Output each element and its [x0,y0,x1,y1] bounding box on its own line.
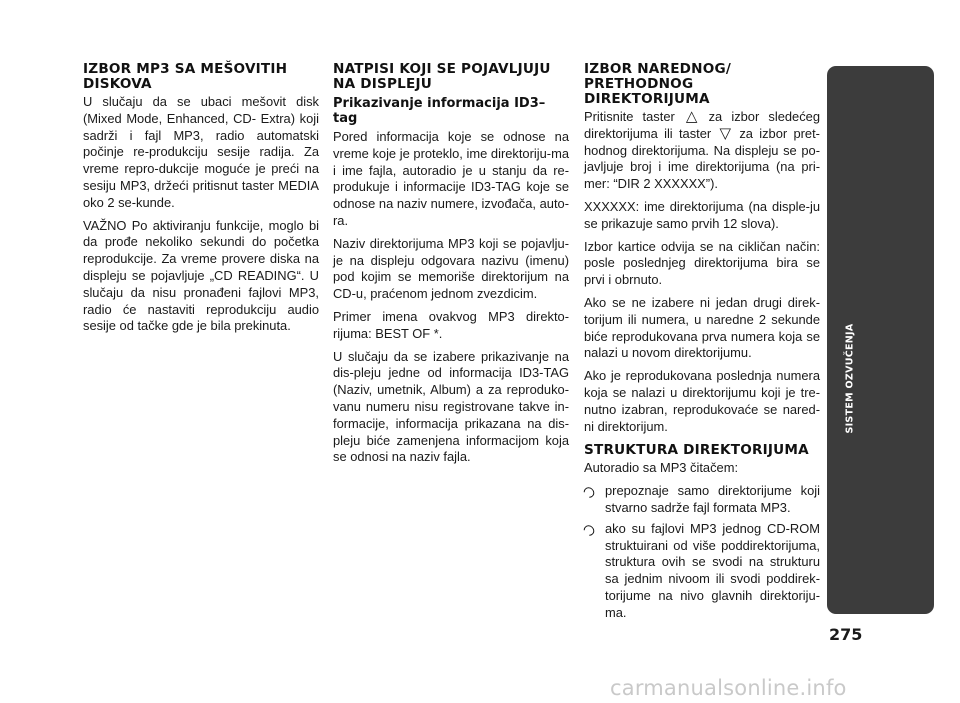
section-label-text: SISTEM OZVUČENJA [844,322,856,434]
section-heading: STRUKTURA DIREKTORIJUMA [584,442,809,459]
bullet-icon [582,523,597,538]
paragraph: U slučaju da se izabere prikazivanje na dis-pleju jedne od informacija ID3-TAG (Naziv, umetnik, Album) a za reproduko-vanu numeru nisu registrovane takve in-formacije, informacija prikazana na dis-pleju biće zamenjena informacijom koja se odnosi na naziv fajla. [333,348,569,465]
paragraph: Primer imena ovakvog MP3 direkto-rijuma: BEST OF *. [333,308,569,341]
paragraph: XXXXXX: ime direktorijuma (na disple-ju se prikazuje samo prvih 12 slova). [584,198,820,231]
bullet-icon [582,485,597,500]
list-item-text: ako su fajlovi MP3 jednog CD-ROM struktuirani od više poddirektorijuma, struktura ovih se svodi na strukturu sa jednim nivoom ili svodi poddirek-torijume na nivo glavnih direktoriju-ma. [605,520,820,620]
list-item [584,521,820,622]
paragraph: Ako je reprodukovana poslednja numera koja se nalazi u direktorijumu koji je tre-nutno izabran, reprodukovaće se nared-ni direktorijum. [584,368,820,434]
list-item-text: prepoznaje samo direktorijume koji stvarno sadrže fajl formata MP3. [605,483,820,515]
text-fragment: za izbor pret-hodnog direktorijuma. Na displeju se po-javljuje broj i ime direktorijuma (na pri-mer: “DIR 2 XXXXXX”). [584,125,820,192]
column-right [584,62,820,626]
paragraph: U slučaju da se ubaci mešovit disk (Mixed Mode, Enhanced, CD- Extra) koji sadrži i fajl MP3, radio automatski počinje re-produkciju sesije radija. Za vreme repro-dukcije moguće je preći na sesiju MP3, držeći pritisnut taster MEDIA oko 2 se-kunde. [83,94,319,210]
paragraph: VAŽNO Po aktiviranju funkcije, moglo bi da prođe nekoliko sekundi do početka reprodukcije. Za vreme provere diska na displeju se pojavljuje „CD READING“. U slučaju da nisu pronađeni fajlovi MP3, radio će nastaviti reprodukciju audio sesije od tačke gde je bila prekinuta. [83,217,319,334]
column-middle [333,62,569,472]
text-fragment: za izbor sledećeg direktorijuma ili taster [584,109,820,141]
list-item [584,483,820,517]
paragraph: Pored informacija koje se odnose na vreme koje je proteklo, ime direktoriju-ma i ime fajla, autoradio je u stanju da re-produkuje i informacije ID3-TAG koje se odnose na naziv numere, izvođača, auto-ra. [333,129,569,228]
triangle-down-icon: ▽ [719,124,732,142]
text-fragment: Pritisnite taster [584,109,675,124]
section-label [843,298,857,458]
section-heading: IZBOR NAREDNOG/ PRETHODNOG DIREKTORIJUMA [584,61,732,107]
paragraph: Naziv direktorijuma MP3 koji se pojavlju-je na displeju odgovara nazivu (imenu) pod kojim se memoriše direktorijum na CD-u, praćenom jednom zvezdicim. [333,235,569,302]
bullet-list [584,483,820,621]
section-heading: IZBOR MP3 SA MEŠOVITIH DISKOVA [83,61,288,92]
sub-heading: Prikazivanje informacija ID3–tag [333,96,546,126]
column-left [83,62,319,341]
paragraph: Ako se ne izabere ni jedan drugi direk-torijum ili numera, u naredne 2 sekunde biće reprodukovana prva numera koja se nalazi u novom direktorijumu. [584,294,820,361]
paragraph: Autoradio sa MP3 čitačem: [584,460,739,476]
page-number: 275 [829,625,863,644]
triangle-up-icon: △ [685,108,698,125]
paragraph: Izbor kartice odvija se na cikličan način: posle poslednjeg direktorijuma bira se prvi i obrnuto. [584,238,820,288]
watermark: carmanualsonline.info [610,676,847,700]
section-heading: NATPISI KOJI SE POJAVLJUJU NA DISPLEJU [333,61,551,92]
paragraph [584,109,820,193]
